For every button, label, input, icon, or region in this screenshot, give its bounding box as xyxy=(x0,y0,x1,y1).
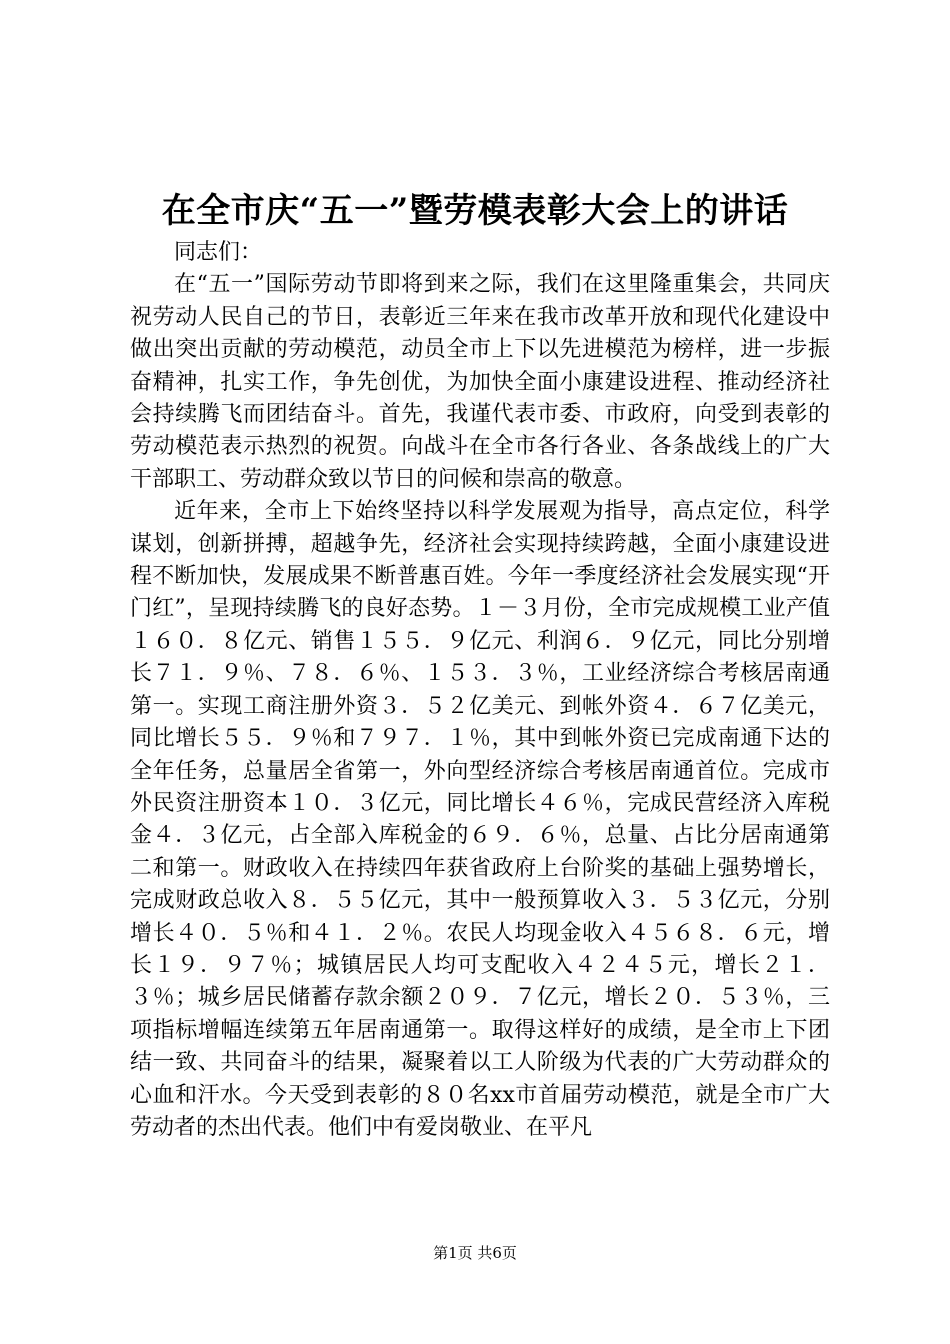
document-body xyxy=(130,237,830,1144)
paragraph-2: 近年来，全市上下始终坚持以科学发展观为指导，高点定位，科学谋划，创新拼搏，超越争先，经济社会实现持续跨越，全面小康建设进程不断加快，发展成果不断普惠百姓。今年一季度经济社会发展实现“开门红”，呈现持续腾飞的良好态势。１－３月份，全市完成规模工业产值１６０．８亿元、销售１５５．９亿元、利润６．９亿元，同比分别增长７１．９％、７８．６％、１５３．３％，工业经济综合考核居南通第一。实现工商注册外资３．５２亿美元、到帐外资４．６７亿美元，同比增长５５．９％和７９７．１％，其中到帐外资已完成南通下达的全年任务，总量居全省第一，外向型经济综合考核居南通首位。完成市外民资注册资本１０．３亿元，同比增长４６％，完成民营经济入库税金４．３亿元，占全部入库税金的６９．６％，总量、占比分居南通第二和第一。财政收入在持续四年获省政府上台阶奖的基础上强势增长，完成财政总收入８．５５亿元，其中一般预算收入３．５３亿元，分别增长４０．５％和４１．２％。农民人均现金收入４５６８．６元，增长１９．９７％；城镇居民人均可支配收入４２４５元，增长２１．３％；城乡居民储蓄存款余额２０９．７亿元，增长２０．５３％，三项指标增幅连续第五年居南通第一。取得这样好的成绩，是全市上下团结一致、共同奋斗的结果，凝聚着以工人阶级为代表的广大劳动群众的心血和汗水。今天受到表彰的８０名xx市首届劳动模范，就是全市广大劳动者的杰出代表。他们中有爱岗敬业、在平凡 xyxy=(130,499,830,1140)
document-title: 在全市庆“五一”暨劳模表彰大会上的讲话 xyxy=(161,191,789,231)
paragraph-1: 在“五一”国际劳动节即将到来之际，我们在这里隆重集会，共同庆祝劳动人民自己的节日，表彰近三年来在我市改革开放和现代化建设中做出突出贡献的劳动模范，动员全市上下以先进模范为榜样，进一步振奋精神，扎实工作，争先创优，为加快全面小康建设进程、推动经济社会持续腾飞而团结奋斗。首先，我谨代表市委、市政府，向受到表彰的劳动模范表示热烈的祝贺。向战斗在全市各行各业、各条战线上的广大干部职工、劳动群众致以节日的问候和崇高的敬意。 xyxy=(130,272,830,492)
page-footer: 第1页 共6页 xyxy=(433,1244,517,1262)
salutation: 同志们： xyxy=(174,240,263,265)
